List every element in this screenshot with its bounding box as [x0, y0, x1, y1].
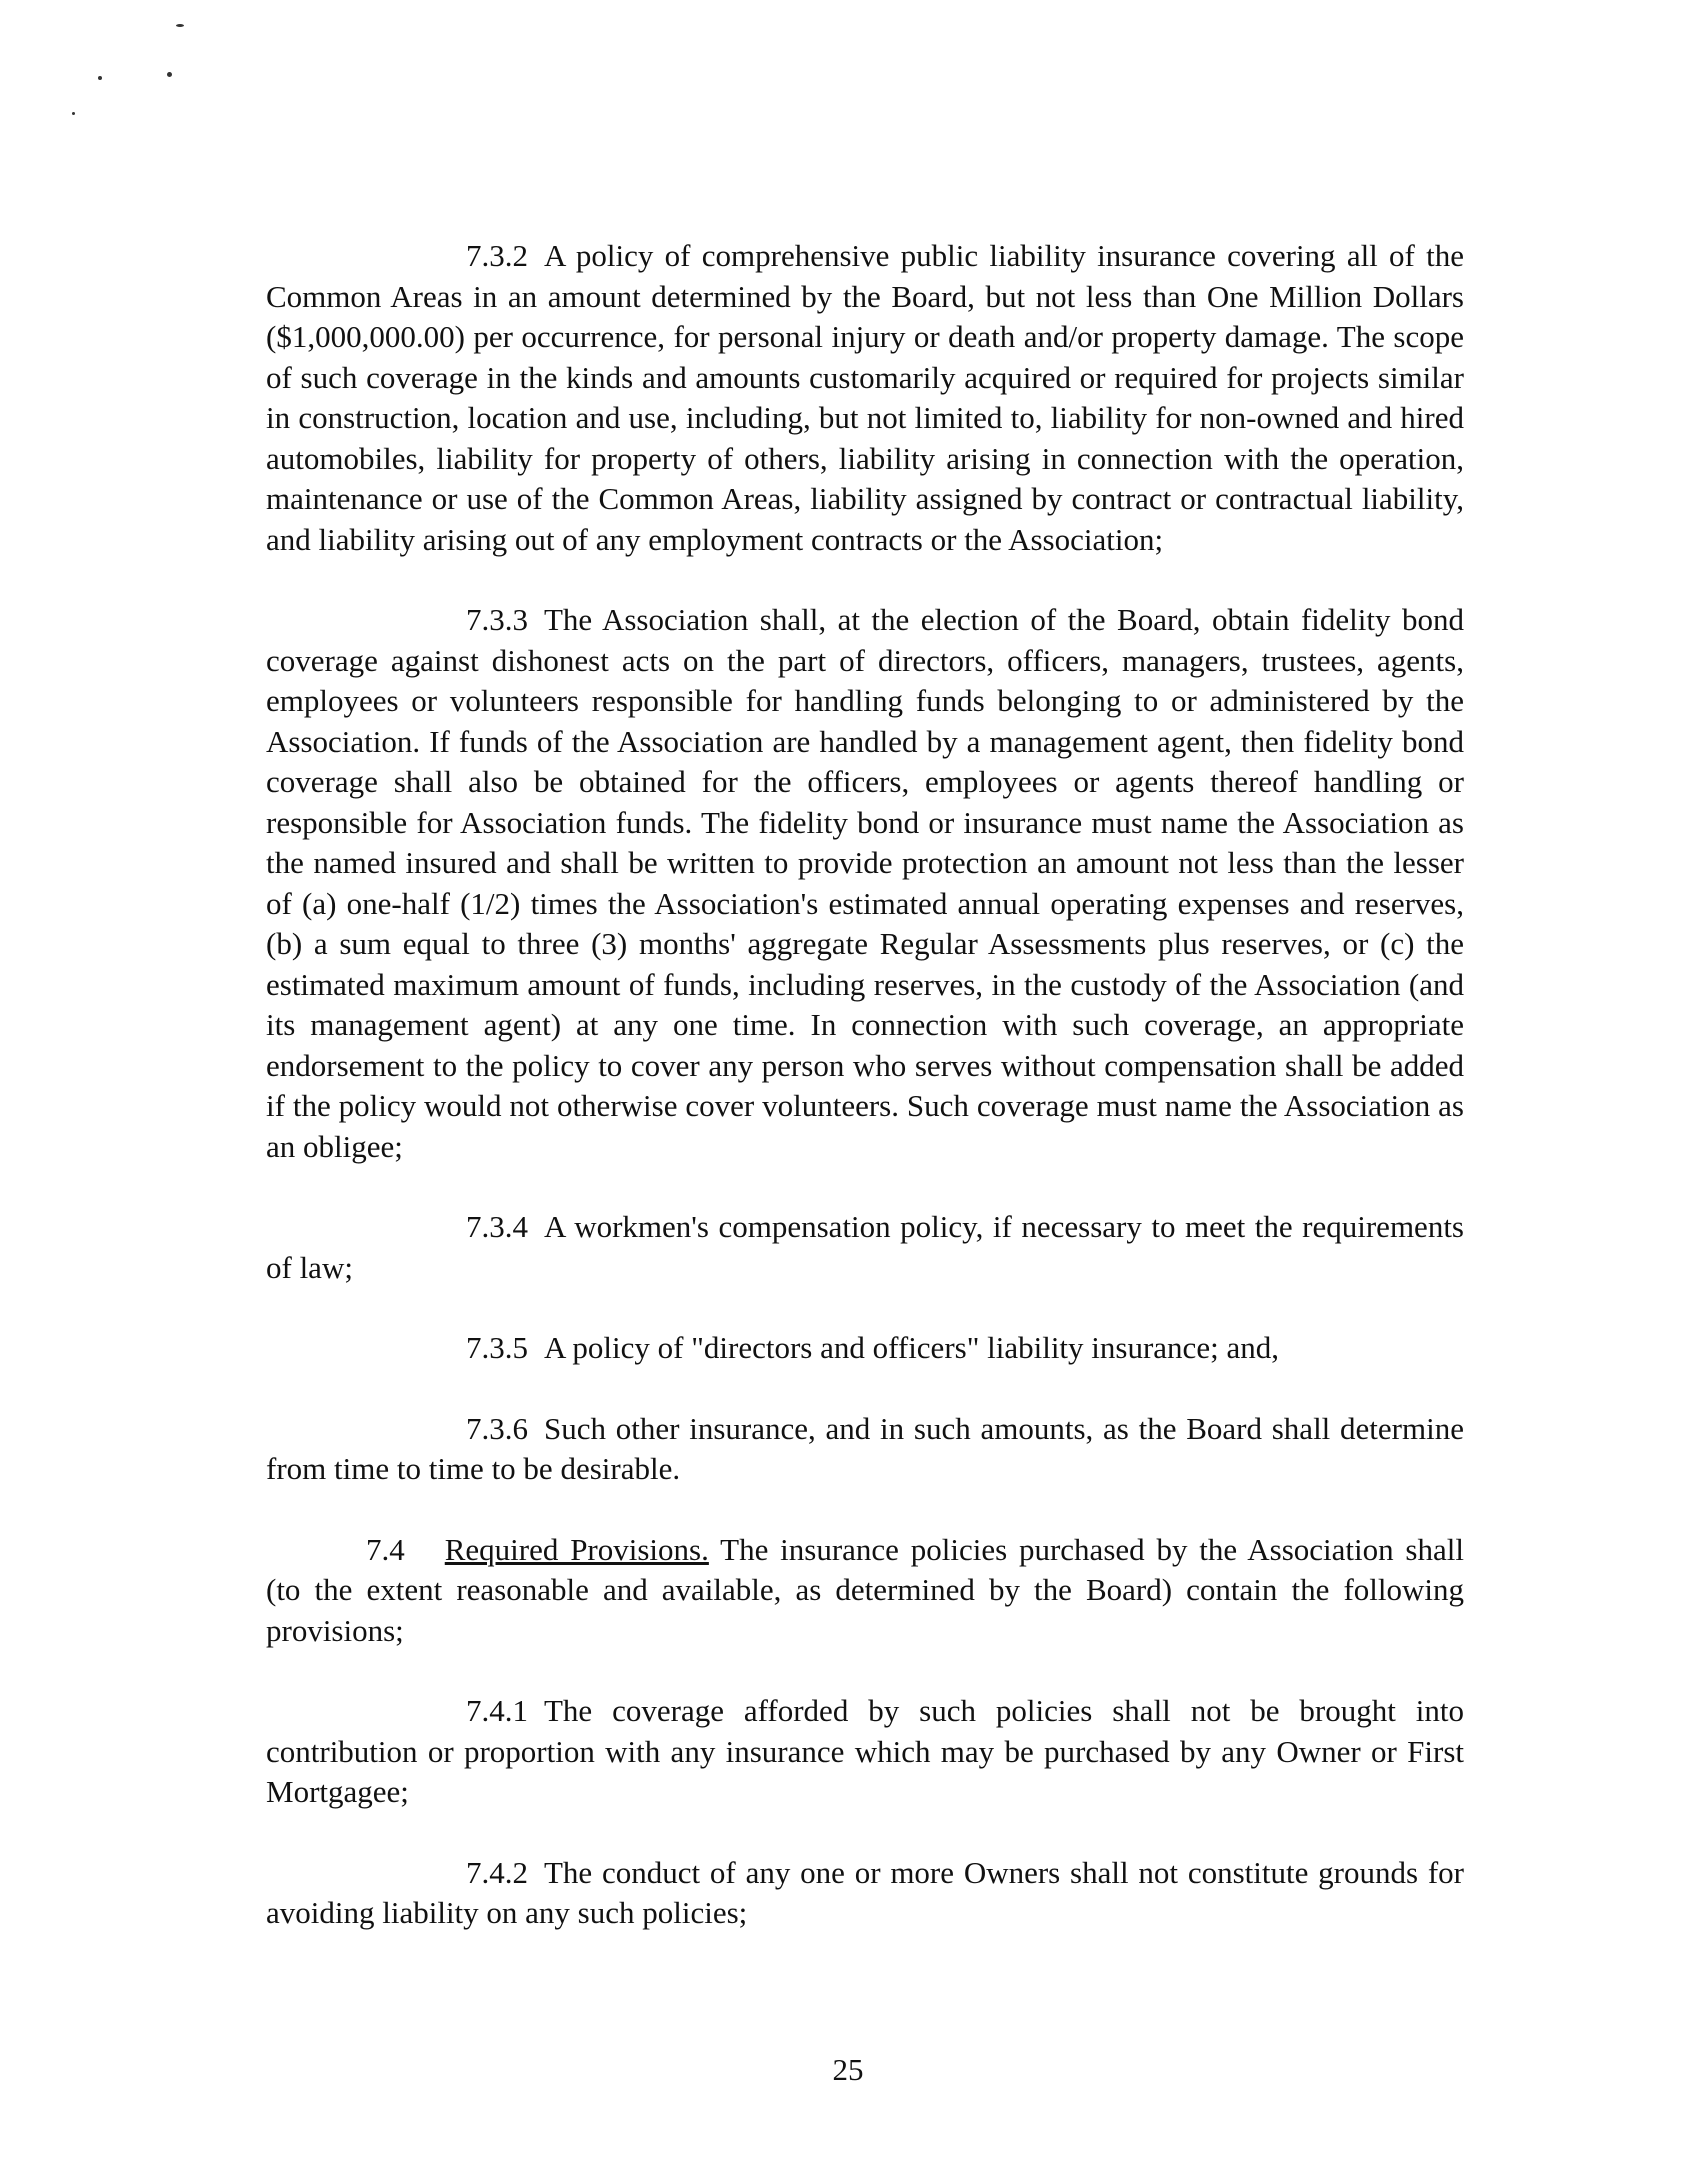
- section-number: 7.3.4: [466, 1209, 528, 1244]
- paragraph-7-3-3: [266, 600, 1464, 1167]
- section-number: 7.3.5: [466, 1330, 528, 1365]
- scan-speck: [176, 24, 184, 27]
- document-body: [266, 236, 1464, 1934]
- section-heading: Required Provisions.: [444, 1531, 709, 1567]
- scan-speck: [72, 112, 75, 115]
- section-number: 7.4.2: [466, 1854, 528, 1890]
- scan-speck: [98, 76, 102, 80]
- scan-speck: [167, 72, 172, 77]
- paragraph-text: The insurance policies purchased by the Association shall (to the extent reasonable and available, as determined by the Board) contain the following provisions;: [266, 1531, 1464, 1648]
- section-number: 7.3.2: [466, 238, 528, 273]
- page-number: 25: [832, 2052, 864, 2087]
- paragraph-7-4: [266, 1530, 1464, 1652]
- paragraph-7-4-1: [266, 1691, 1464, 1813]
- paragraph-7-3-4: [266, 1207, 1464, 1288]
- paragraph-7-3-2: [266, 236, 1464, 560]
- section-number: 7.3.6: [466, 1410, 528, 1446]
- paragraph-7-3-6: [266, 1409, 1464, 1490]
- paragraph-7-4-2: [266, 1853, 1464, 1934]
- section-number: 7.4.1: [466, 1693, 528, 1728]
- paragraph-text: A policy of comprehensive public liability insurance covering all of the Common Areas in an amount determined by the Board, but not less than One Million Dollars ($1,000,000.00) per occurrence, for personal injury or death and/or property damage. The scope of such coverage in the kinds and amounts customarily acquired or required for projects similar in construction, location and use, including, but not limited to, liability for non-owned and hired automobiles, liability for property of others, liability arising in connection with the operation, maintenance or use of the Common Areas, liability assigned by contract or contractual liability, and liability arising out of any employment contracts or the Association;: [266, 238, 1464, 557]
- paragraph-text: The Association shall, at the election of the Board, obtain fidelity bond coverage against dishonest acts on the part of directors, officers, managers, trustees, agents, employees or volunteers responsible for handling funds belonging to or administered by the Association. If funds of the Association are handled by a management agent, then fidelity bond coverage shall also be obtained for the officers, employees or agents thereof handling or responsible for Association funds. The fidelity bond or insurance must name the Association as the named insured and shall be written to provide protection an amount not less than the lesser of (a) one-half (1/2) times the Association's estimated annual operating expenses and reserves, (b) a sum equal to three (3) months' aggregate Regular Assessments plus reserves, or (c) the estimated maximum amount of funds, including reserves, in the custody of the Association (and its management agent) at any one time. In connection with such coverage, an appropriate endorsement to the policy to cover any person who serves without compensation shall be added if the policy would not otherwise cover volunteers. Such coverage must name the Association as an obligee;: [266, 602, 1464, 1164]
- paragraph-text: A workmen's compensation policy, if necessary to meet the requirements of law;: [266, 1209, 1464, 1285]
- paragraph-text: Such other insurance, and in such amounts, as the Board shall determine from time to time to be desirable.: [266, 1410, 1464, 1486]
- paragraph-text: The conduct of any one or more Owners shall not constitute grounds for avoiding liability on any such policies;: [266, 1854, 1464, 1930]
- paragraph-text: A policy of "directors and officers" liability insurance; and,: [544, 1330, 1279, 1365]
- paragraph-text: The coverage afforded by such policies shall not be brought into contribution or proportion with any insurance which may be purchased by any Owner or First Mortgagee;: [266, 1693, 1464, 1809]
- paragraph-7-3-5: [266, 1328, 1464, 1369]
- section-number: 7.3.3: [466, 602, 528, 637]
- section-number: 7.4: [366, 1531, 405, 1567]
